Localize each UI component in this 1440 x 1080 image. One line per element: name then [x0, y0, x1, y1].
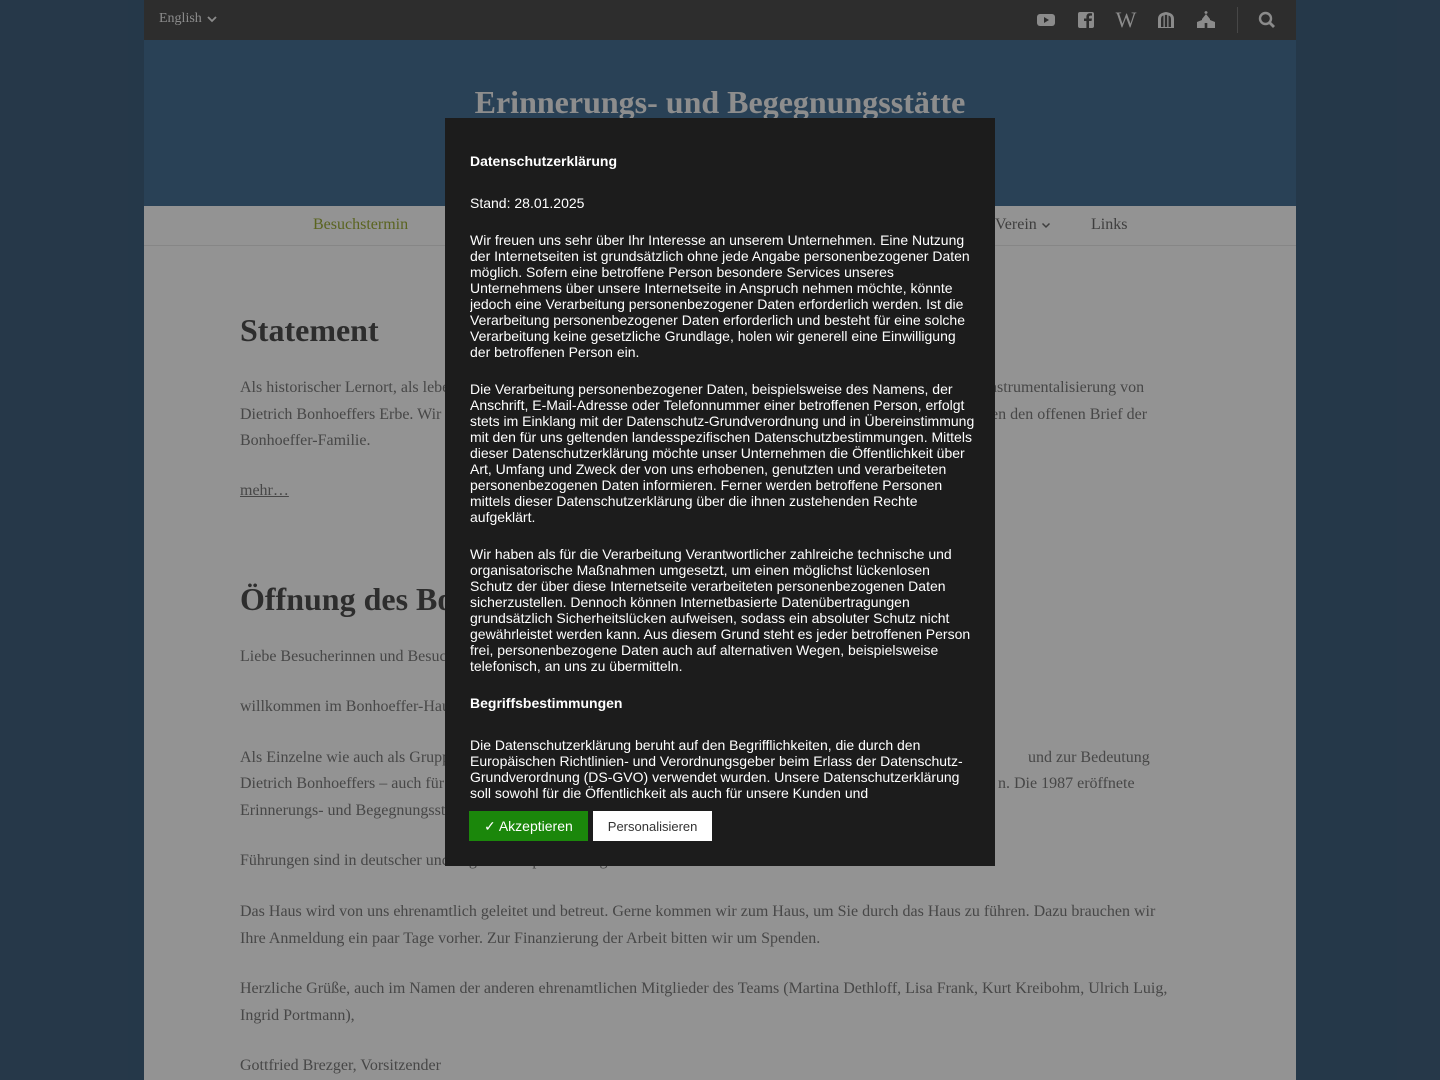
privacy-title: Datenschutzerklärung [470, 153, 618, 169]
privacy-paragraph-2: Die Verarbeitung personenbezogener Daten, beispielsweise des Namens, der Anschrift, E-Mail-Adresse oder Telefonnummer einer betroffenen Person, erfolgt stets im Einklang mit der Datenschutz-Grundverordnung und in Übereinstimmung mit den für uns geltenden landesspezifischen Datenschutzbestimmungen. Mittels dieser Datenschutzerklärung möchte unser Unternehmen die Öffentlichkeit über Art, Umfang und Zweck der von uns erhobenen, genutzten und verarbeiteten personenbezogenen Daten informieren. Ferner werden betroffene Personen mittels dieser Datenschutzerklärung über die ihnen zustehenden Rechte aufgeklärt. [470, 381, 975, 525]
privacy-date: Stand: 28.01.2025 [470, 195, 585, 211]
privacy-paragraph-3: Wir haben als für die Verarbeitung Verantwortlicher zahlreiche technische und organisatorische Maßnahmen umgesetzt, um einen möglichst lückenlosen Schutz der über diese Internetseite verarbeiteten personenbezogenen Daten sicherzustellen. Dennoch können Internetbasierte Datenübertragungen grundsätzlich Sicherheitslücken aufweisen, sodass ein absoluter Schutz nicht gewährleistet werden kann. Aus diesem Grund steht es jeder betroffenen Person frei, personenbezogene Daten auch auf alternativen Wegen, beispielsweise telefonisch, an uns zu übermitteln. [470, 546, 971, 674]
privacy-paragraph-4: Die Datenschutzerklärung beruht auf den Begrifflichkeiten, die durch den Europäischen Richtlinien- und Verordnungsgeber beim Erlass der Datenschutz-Grundverordnung (DS-GVO) verwendet wurden. Unsere Datenschutzerklärung soll sowohl für die Öffentlichkeit als auch für unsere Kunden und [470, 737, 963, 801]
dialog-actions [469, 811, 712, 841]
customize-button[interactable]: Personalisieren [593, 811, 713, 841]
accept-button[interactable]: ✓ Akzeptieren [469, 811, 588, 841]
privacy-text-scroll[interactable] [470, 148, 975, 810]
privacy-dialog [445, 118, 995, 866]
privacy-paragraph-1: Wir freuen uns sehr über Ihr Interesse an unserem Unternehmen. Eine Nutzung der Internetseiten ist grundsätzlich ohne jede Angabe personenbezogener Daten möglich. Sofern eine betroffene Person besondere Services unseres Unternehmens über unsere Internetseite in Anspruch nehmen möchte, könnte jedoch eine Verarbeitung personenbezogener Daten erforderlich werden. Ist die Verarbeitung personenbezogener Daten erforderlich und besteht für eine solche Verarbeitung keine gesetzliche Grundlage, holen wir generell eine Einwilligung der betroffenen Person ein. [470, 232, 970, 360]
definitions-heading: Begriffsbestimmungen [470, 695, 623, 711]
